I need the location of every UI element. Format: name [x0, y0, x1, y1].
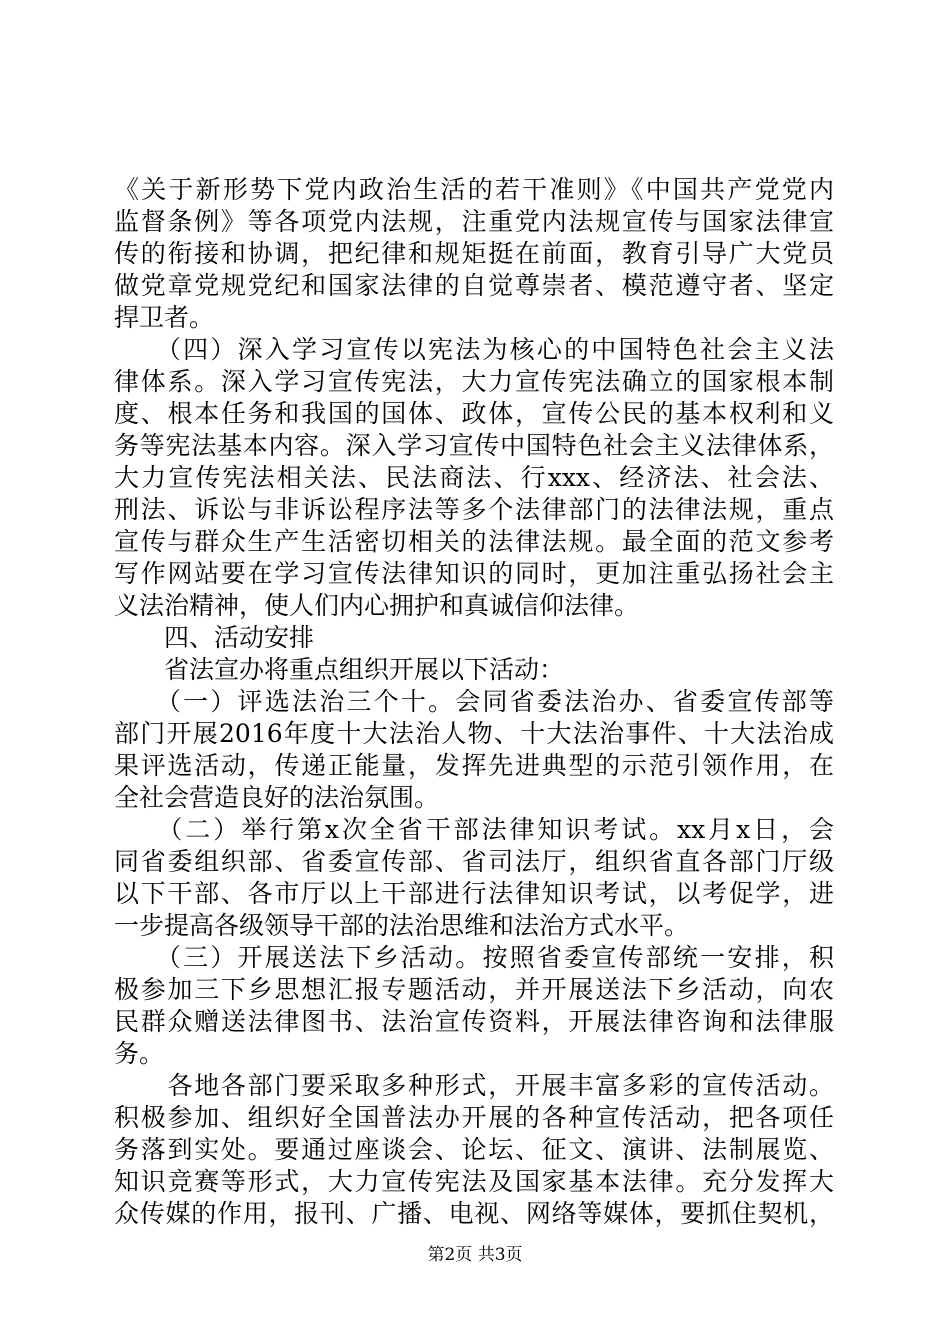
text-line: 极参加三下乡思想汇报专题活动，并开展送法下乡活动，向农: [114, 975, 834, 1004]
text-line: 一步提高各级领导干部的法治思维和法治方式水平。: [114, 911, 690, 940]
text-line: 果评选活动，传递正能量，发挥先进典型的示范引领作用，在: [114, 751, 834, 780]
text-line: 部门开展2016年度十大法治人物、十大法治事件、十大法治成: [114, 719, 834, 748]
text-line: 众传媒的作用，报刊、广播、电视、网络等媒体，要抓住契机，: [114, 1199, 834, 1228]
text-line: 大力宣传宪法相关法、民法商法、行xxx、经济法、社会法、: [114, 463, 834, 492]
text-line: 各地各部门要采取多种形式，开展丰富多彩的宣传活动。: [114, 1071, 834, 1100]
text-line: 全社会营造良好的法治氛围。: [114, 783, 440, 812]
text-line: 写作网站要在学习宣传法律知识的同时，更加注重弘扬社会主: [114, 559, 834, 588]
text-line: （四）深入学习宣传以宪法为核心的中国特色社会主义法: [114, 335, 834, 364]
text-line: 刑法、诉讼与非诉讼程序法等多个法律部门的法律法规，重点: [114, 495, 834, 524]
text-line: （二）举行第x次全省干部法律知识考试。xx月x日，会: [114, 815, 834, 844]
text-line: 做党章党规党纪和国家法律的自觉尊崇者、模范遵守者、坚定: [114, 271, 834, 300]
text-line: 务等宪法基本内容。深入学习宣传中国特色社会主义法律体系，: [114, 431, 834, 460]
text-line: 传的衔接和协调，把纪律和规矩挺在前面，教育引导广大党员: [114, 239, 834, 268]
text-line: 四、活动安排: [114, 623, 315, 652]
text-line: 以下干部、各市厅以上干部进行法律知识考试，以考促学，进: [114, 879, 834, 908]
text-line: 务。: [114, 1039, 165, 1068]
text-line: 义法治精神，使人们内心拥护和真诚信仰法律。: [114, 591, 640, 620]
text-line: （三）开展送法下乡活动。按照省委宣传部统一安排，积: [114, 943, 834, 972]
text-line: 省法宣办将重点组织开展以下活动：: [114, 655, 565, 684]
text-line: 积极参加、组织好全国普法办开展的各种宣传活动，把各项任: [114, 1103, 834, 1132]
text-line: 度、根本任务和我国的国体、政体，宣传公民的基本权利和义: [114, 399, 834, 428]
text-line: 《关于新形势下党内政治生活的若干准则》《中国共产党党内: [114, 175, 834, 204]
text-line: 律体系。深入学习宣传宪法，大力宣传宪法确立的国家根本制: [114, 367, 834, 396]
text-line: 捍卫者。: [114, 303, 215, 332]
text-line: 务落到实处。要通过座谈会、论坛、征文、演讲、法制展览、: [114, 1135, 834, 1164]
text-line: 宣传与群众生产生活密切相关的法律法规。最全面的范文参考: [114, 527, 834, 556]
text-line: 监督条例》等各项党内法规，注重党内法规宣传与国家法律宣: [114, 207, 834, 236]
text-line: 民群众赠送法律图书、法治宣传资料，开展法律咨询和法律服: [114, 1007, 834, 1036]
document-body: [114, 174, 834, 1230]
text-line: 知识竞赛等形式，大力宣传宪法及国家基本法律。充分发挥大: [114, 1167, 834, 1196]
text-line: （一）评选法治三个十。会同省委法治办、省委宣传部等: [114, 687, 834, 716]
text-line: 同省委组织部、省委宣传部、省司法厅，组织省直各部门厅级: [114, 847, 834, 876]
page-footer: 第2页 共3页: [427, 1245, 523, 1265]
